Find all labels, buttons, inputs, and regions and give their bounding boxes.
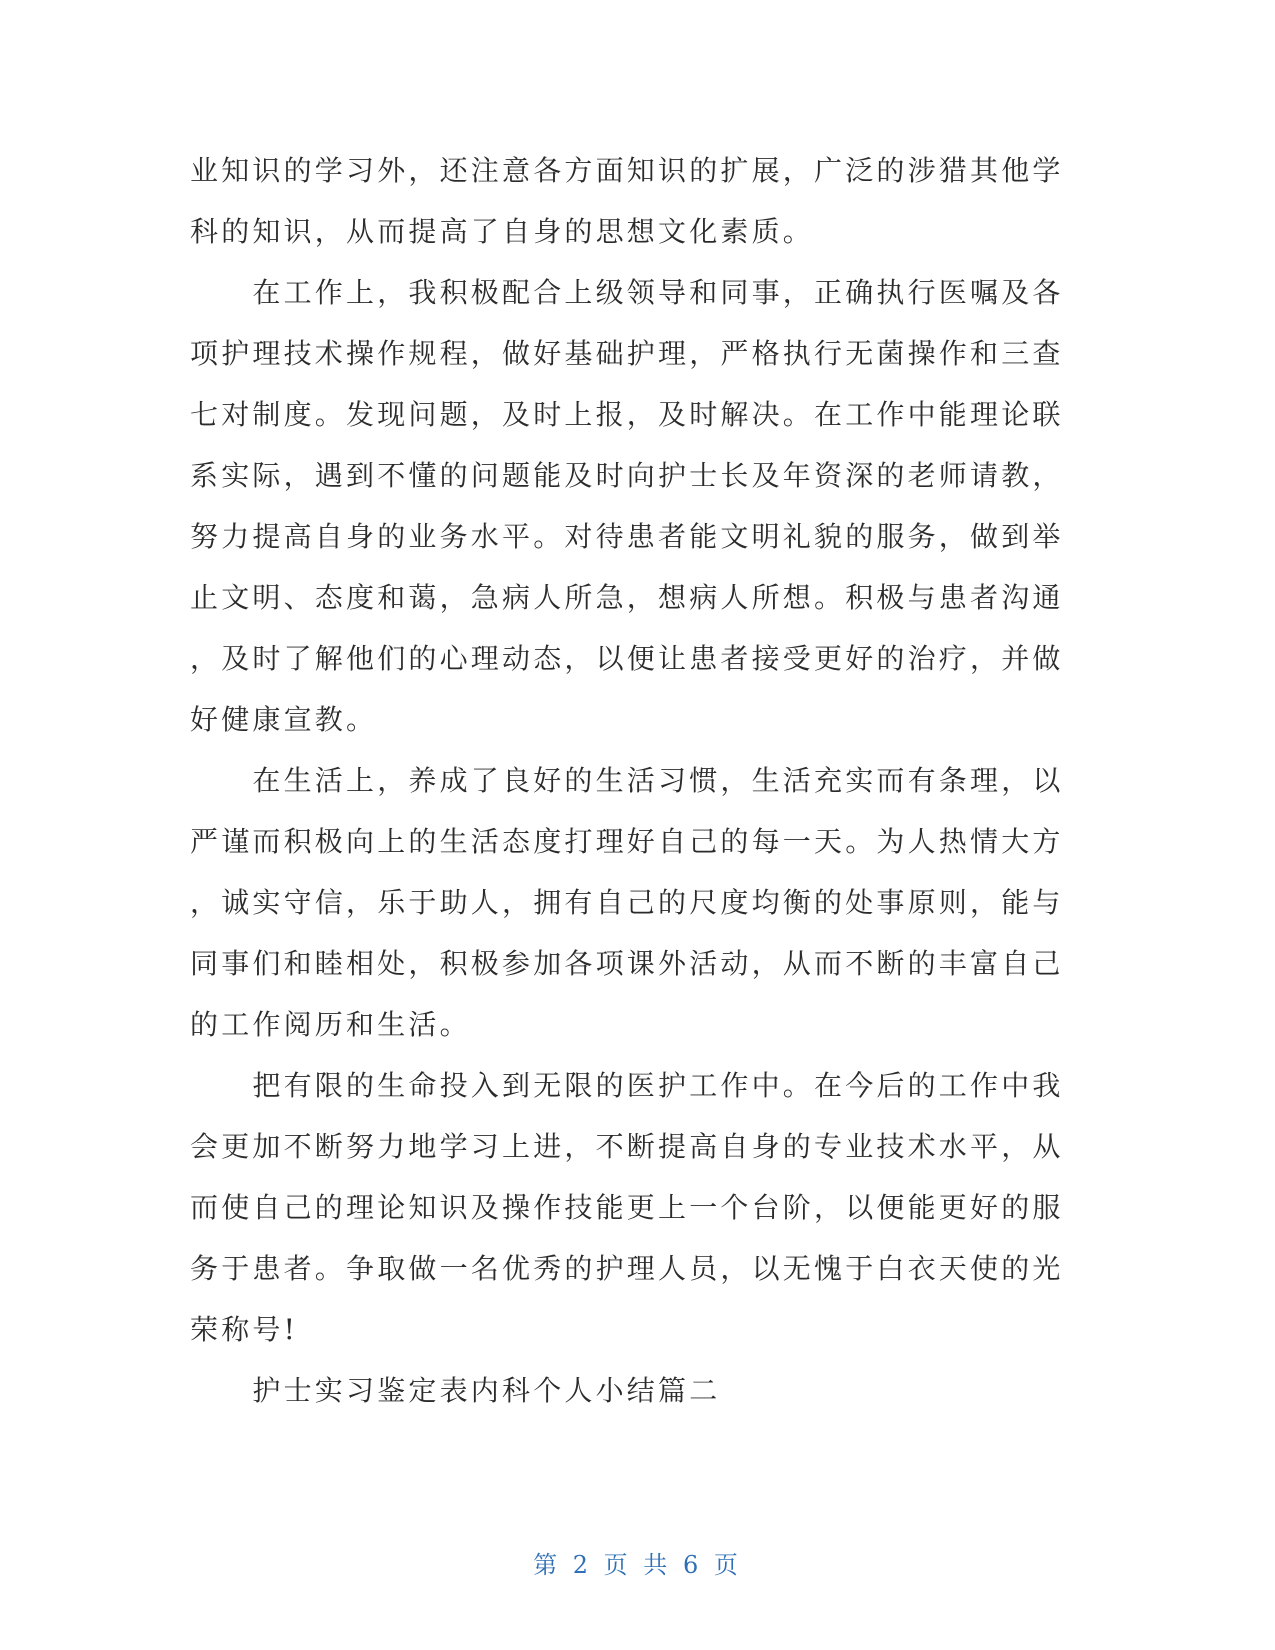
text-line: 把有限的生命投入到无限的医护工作中。在今后的工作中我 xyxy=(190,1069,1064,1102)
text-line: 七对制度。发现问题，及时上报，及时解决。在工作中能理论联 xyxy=(190,398,1064,431)
text-line: 会更加不断努力地学习上进，不断提高自身的专业技术水平，从 xyxy=(190,1130,1064,1163)
text-line: 的工作阅历和生活。 xyxy=(190,1008,471,1041)
text-line: 科的知识，从而提高了自身的思想文化素质。 xyxy=(190,215,815,248)
page-number-footer: 第 2 页 共 6 页 xyxy=(533,1551,742,1579)
text-line: 在工作上，我积极配合上级领导和同事，正确执行医嘱及各 xyxy=(190,276,1064,309)
text-line: ，及时了解他们的心理动态，以便让患者接受更好的治疗，并做 xyxy=(190,642,1064,675)
text-line: 项护理技术操作规程，做好基础护理，严格执行无菌操作和三查 xyxy=(190,337,1064,370)
text-line: 好健康宣教。 xyxy=(190,703,378,736)
text-line: 在生活上，养成了良好的生活习惯，生活充实而有条理，以 xyxy=(190,764,1064,797)
text-line: ，诚实守信，乐于助人，拥有自己的尺度均衡的处事原则，能与 xyxy=(190,886,1064,919)
text-line: 荣称号! xyxy=(190,1313,299,1346)
text-line: 同事们和睦相处，积极参加各项课外活动，从而不断的丰富自己 xyxy=(190,947,1064,980)
text-line: 严谨而积极向上的生活态度打理好自己的每一天。为人热情大方 xyxy=(190,825,1064,858)
section-heading: 护士实习鉴定表内科个人小结篇二 xyxy=(190,1374,721,1407)
text-line: 而使自己的理论知识及操作技能更上一个台阶，以便能更好的服 xyxy=(190,1191,1064,1224)
text-line: 止文明、态度和蔼，急病人所急，想病人所想。积极与患者沟通 xyxy=(190,581,1064,614)
text-line: 务于患者。争取做一名优秀的护理人员，以无愧于白衣天使的光 xyxy=(190,1252,1064,1285)
text-line: 业知识的学习外，还注意各方面知识的扩展，广泛的涉猎其他学 xyxy=(190,154,1064,187)
text-line: 努力提高自身的业务水平。对待患者能文明礼貌的服务，做到举 xyxy=(190,520,1064,553)
body-text xyxy=(190,140,1065,1421)
text-line: 系实际，遇到不懂的问题能及时向护士长及年资深的老师请教， xyxy=(190,459,1064,492)
